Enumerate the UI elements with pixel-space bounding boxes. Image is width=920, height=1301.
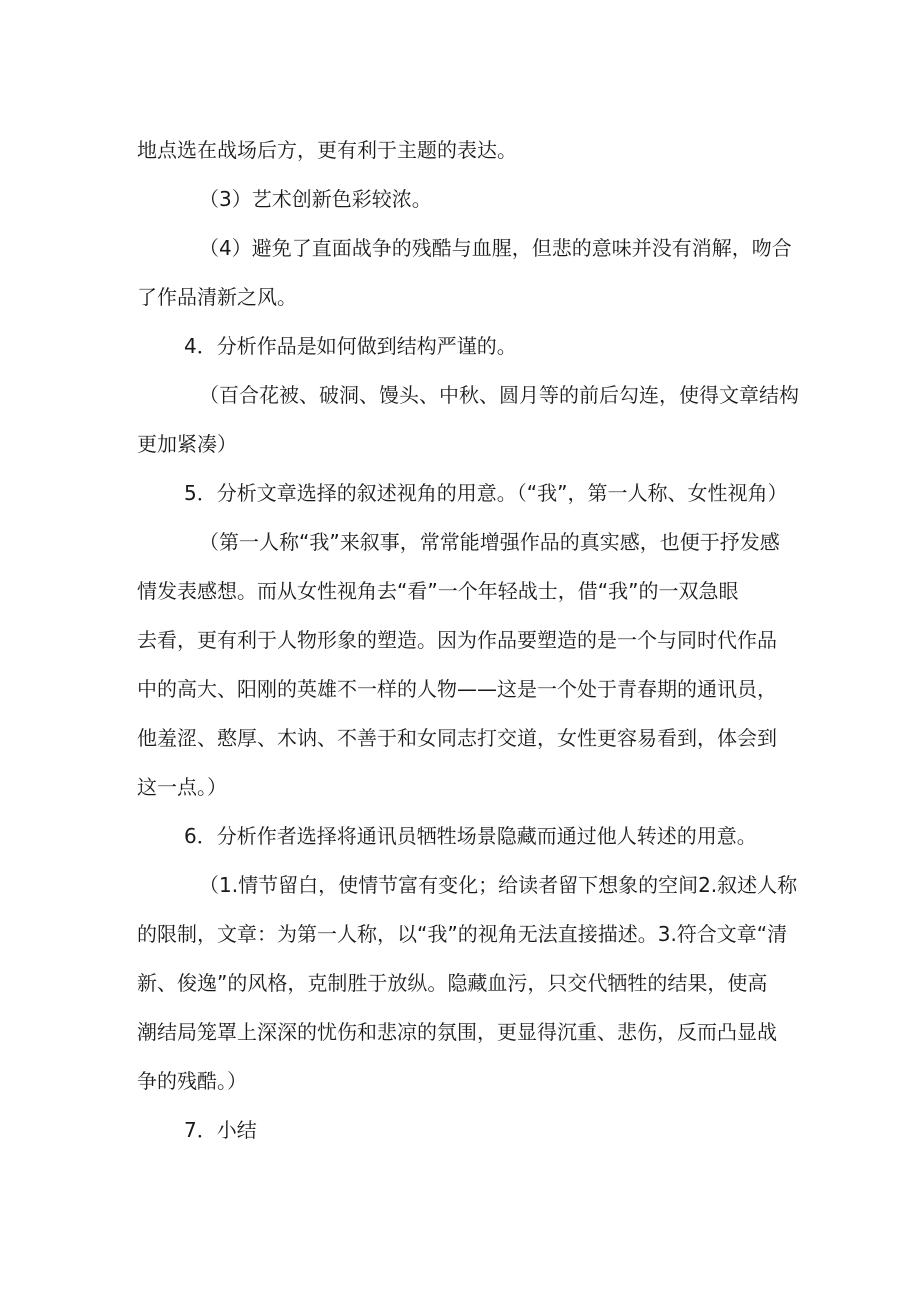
text-line: （百合花被、破洞、馒头、中秋、圆月等的前后勾连，使得文章结构: [199, 383, 799, 407]
text-line: （3）艺术创新色彩较浓。: [199, 187, 432, 211]
text-line: 去看，更有利于人物形象的塑造。因为作品要塑造的是一个与同时代作品: [137, 628, 777, 652]
text-line: 新、俊逸”的风格，克制胜于放纵。隐藏血污，只交代牺牲的结果，使高: [137, 971, 768, 995]
text-line: 争的残酷。）: [137, 1069, 247, 1093]
text-line: （1.情节留白，使情节富有变化；给读者留下想象的空间2.叙述人称: [199, 873, 798, 897]
section-heading: 6．分析作者选择将通讯员牺牲场景隐藏而通过他人转述的用意。: [184, 824, 757, 848]
text-line: 中的高大、阳刚的英雄不一样的人物——这是一个处于青春期的通讯员，: [137, 677, 777, 701]
text-line: 他羞涩、憨厚、木讷、不善于和女同志打交道，女性更容易看到，体会到: [137, 726, 777, 750]
section-heading: 5．分析文章选择的叙述视角的用意。（“我”，第一人称、女性视角）: [184, 481, 788, 505]
text-line: 更加紧凑）: [137, 432, 237, 456]
text-line: （4）避免了直面战争的残酷与血腥，但悲的意味并没有消解，吻合: [199, 236, 792, 260]
section-heading: 4．分析作品是如何做到结构严谨的。: [184, 334, 517, 358]
text-line: 地点选在战场后方，更有利于主题的表达。: [137, 138, 517, 162]
text-line: 的限制，文章：为第一人称，以“我”的视角无法直接描述。3.符合文章“清: [137, 922, 788, 946]
section-heading: 7．小结: [184, 1118, 257, 1142]
text-line: （第一人称“我”来叙事，常常能增强作品的真实感，也便于抒发感: [199, 530, 780, 554]
text-line: 了作品清新之风。: [137, 285, 297, 309]
text-line: 情发表感想。而从女性视角去“看”一个年轻战士，借“我”的一双急眼: [137, 579, 739, 603]
text-line: 这一点。）: [137, 775, 227, 799]
text-line: 潮结局笼罩上深深的忧伤和悲凉的氛围，更显得沉重、悲伤，反而凸显战: [137, 1020, 777, 1044]
